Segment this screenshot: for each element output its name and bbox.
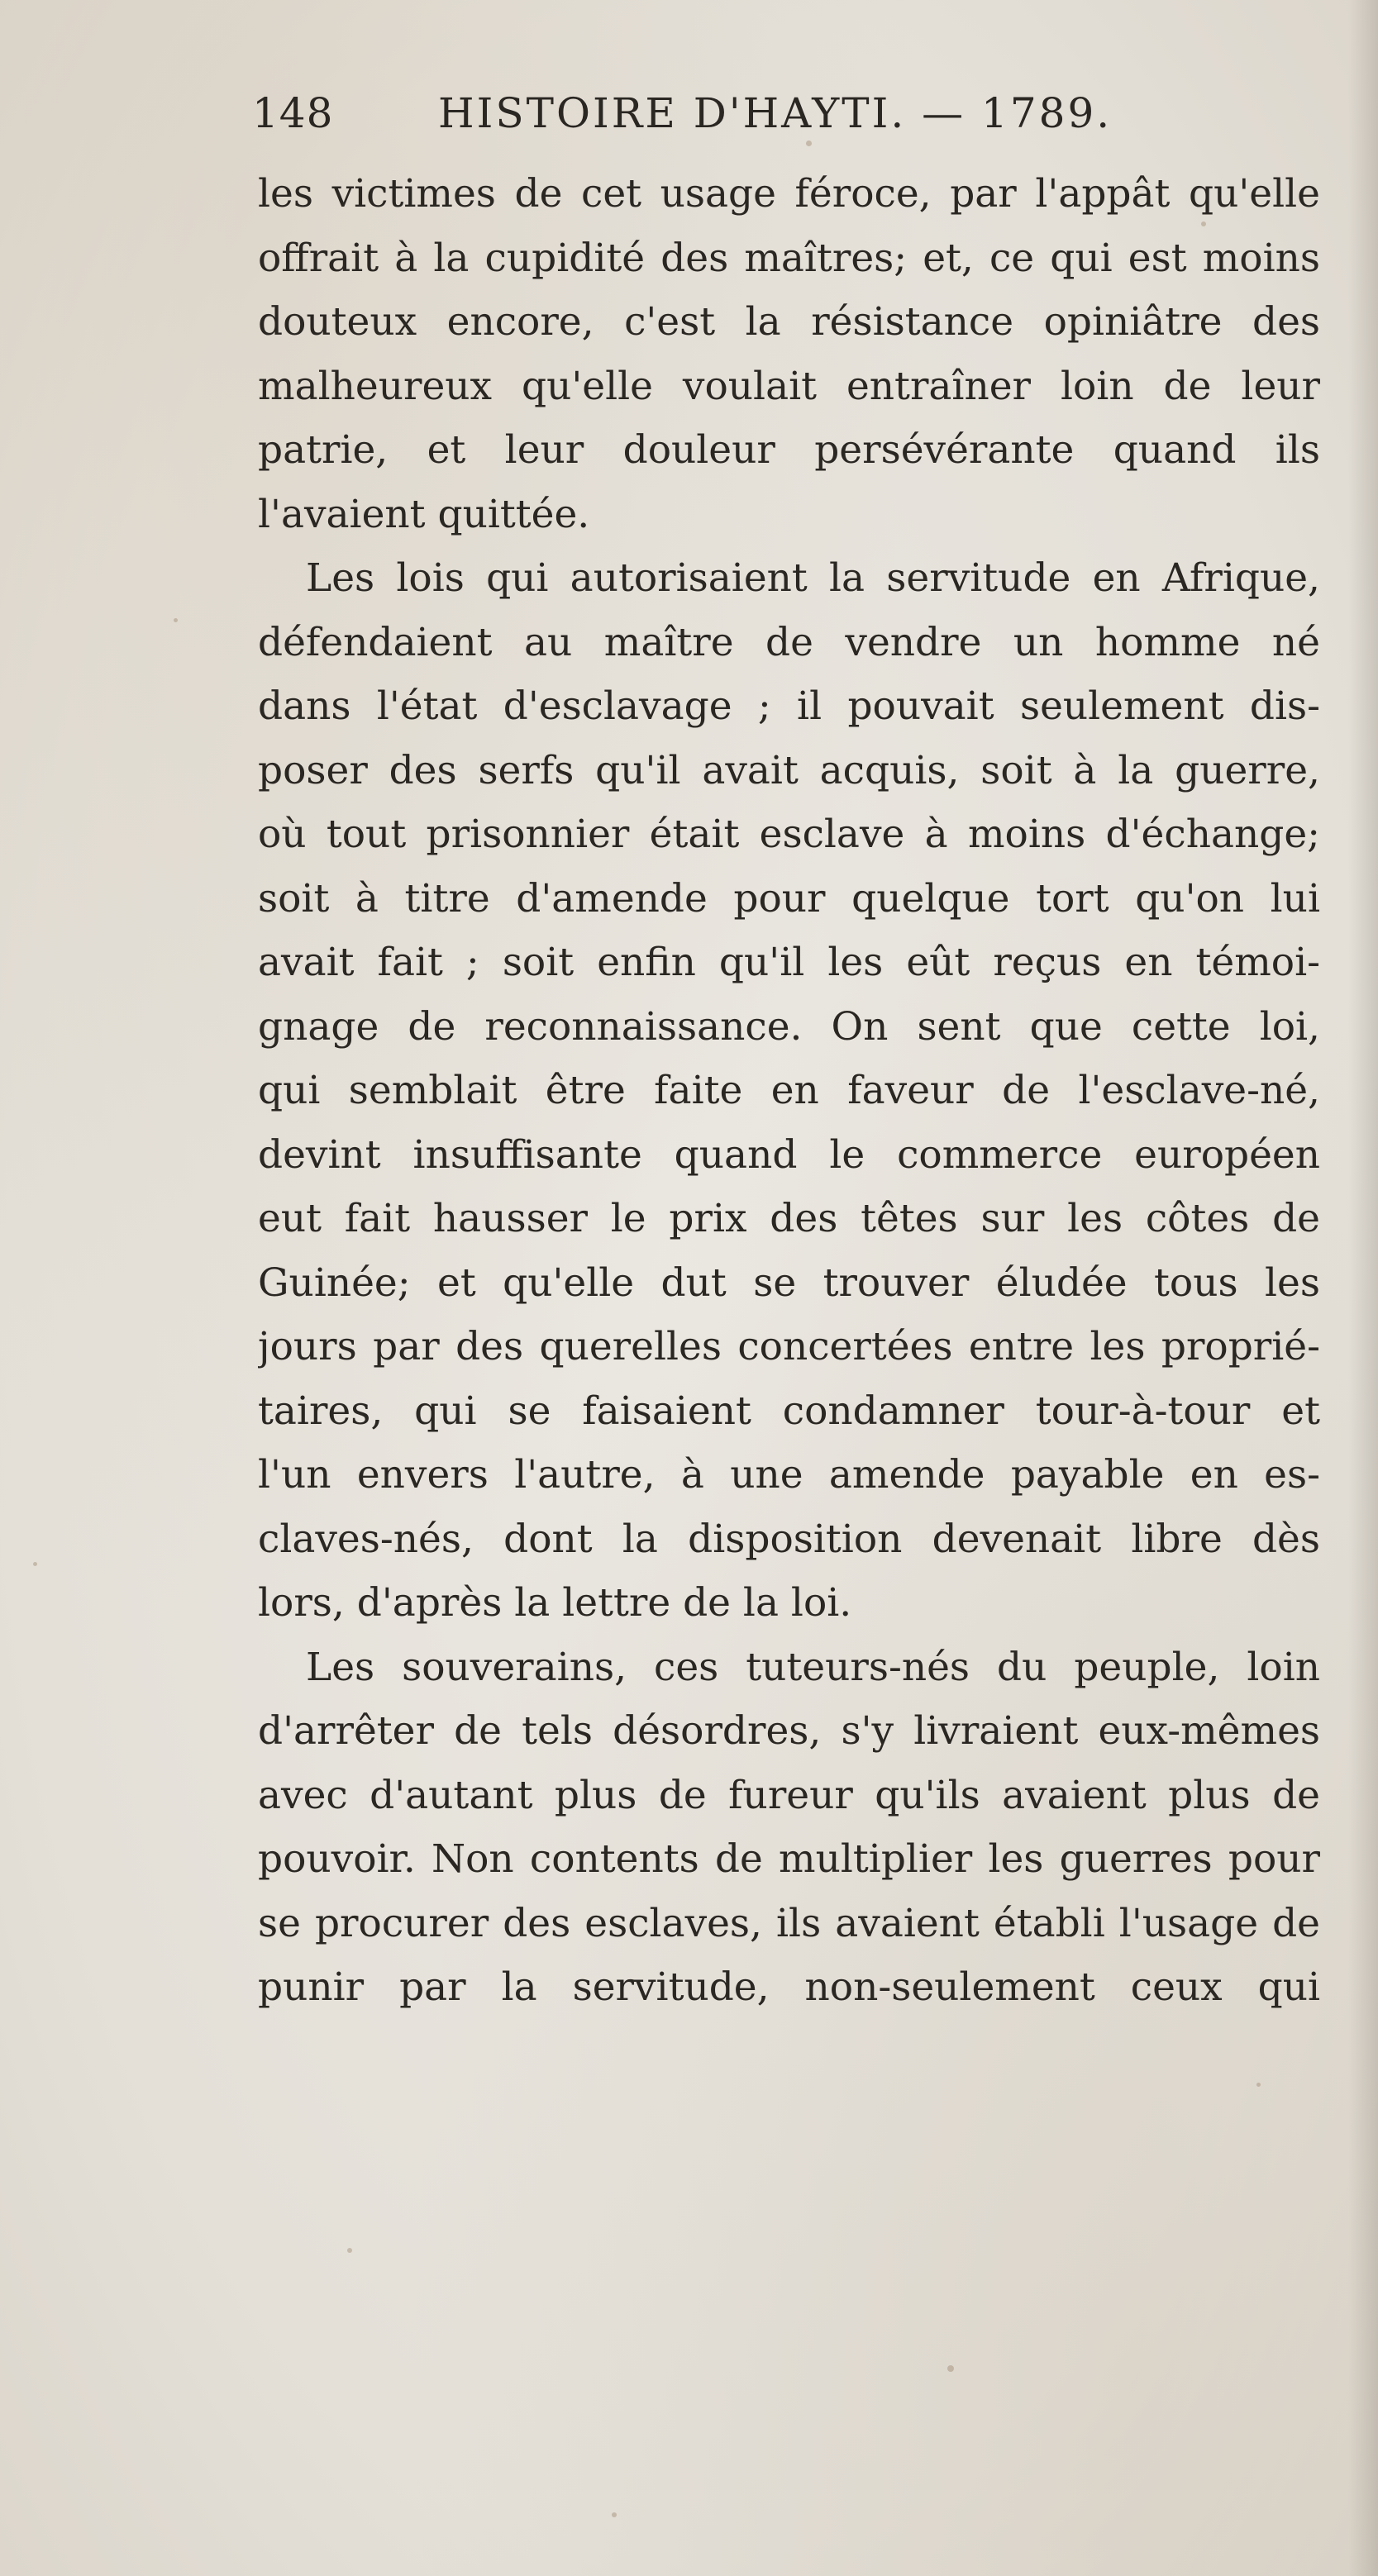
running-title: HISTOIRE D'HAYTI. — 1789.: [438, 89, 1113, 137]
paper-speck: [806, 140, 812, 146]
paper-speck: [612, 2512, 617, 2517]
paper-speck: [33, 1562, 37, 1566]
paper-speck: [174, 618, 178, 622]
text-line: eut fait hausser le prix des têtes sur les côtes de: [258, 1196, 1320, 1241]
text-line: taires, qui se faisaient condamner tour-à-tour et: [258, 1388, 1320, 1434]
text-line: d'arrêter de tels désordres, s'y livraient eux-mêmes: [258, 1708, 1320, 1754]
text-line: malheureux qu'elle voulait entraîner loin de leur: [258, 363, 1320, 409]
text-line: lors, d'après la lettre de la loi.: [258, 1580, 852, 1626]
text-line: soit à titre d'amende pour quelque tort qu'on lui: [258, 875, 1320, 921]
text-line: offrait à la cupidité des maîtres; et, ce qui est moins: [258, 235, 1320, 281]
text-line: jours par des querelles concertées entre les proprié-: [258, 1324, 1320, 1369]
text-line: punir par la servitude, non-seulement ceux qui: [258, 1964, 1320, 2010]
text-line: Guinée; et qu'elle dut se trouver éludée tous les: [258, 1259, 1320, 1306]
text-line: gnage de reconnaissance. On sent que cette loi,: [258, 1003, 1320, 1050]
text-line: défendaient au maître de vendre un homme né: [258, 619, 1320, 665]
page-edge-shadow: [1348, 0, 1378, 2576]
text-line: claves-nés, dont la disposition devenait libre dès: [258, 1516, 1320, 1562]
text-line: où tout prisonnier était esclave à moins d'échange;: [258, 812, 1320, 857]
text-line: les victimes de cet usage féroce, par l'appât qu'elle: [258, 171, 1320, 217]
text-line: avec d'autant plus de fureur qu'ils avaient plus de: [258, 1772, 1320, 1818]
text-line: Les souverains, ces tuteurs-nés du peuple, loin: [306, 1644, 1320, 1690]
paper-speck: [347, 2248, 352, 2253]
paper-speck: [1256, 2083, 1261, 2087]
text-line: dans l'état d'esclavage ; il pouvait seulement dis-: [258, 683, 1320, 729]
text-line: douteux encore, c'est la résistance opiniâtre des: [258, 299, 1320, 345]
text-line: devint insuffisante quand le commerce européen: [258, 1131, 1320, 1178]
text-line: qui semblait être faite en faveur de l'esclave-né,: [258, 1068, 1320, 1113]
text-line: Les lois qui autorisaient la servitude en Afrique,: [306, 555, 1320, 601]
text-line: pouvoir. Non contents de multiplier les guerres pour: [258, 1836, 1320, 1882]
page-header: [252, 83, 1318, 140]
body-text: [258, 162, 1320, 2020]
text-line: l'un envers l'autre, à une amende payable en es-: [258, 1452, 1320, 1498]
page-number: 148: [252, 89, 334, 137]
text-line: se procurer des esclaves, ils avaient établi l'usage de: [258, 1900, 1320, 1946]
text-line: poser des serfs qu'il avait acquis, soit à la guerre,: [258, 747, 1320, 793]
paper-speck: [947, 2365, 954, 2372]
text-line: avait fait ; soit enfin qu'il les eût reçus en témoi-: [258, 940, 1320, 985]
text-line: l'avaient quittée.: [258, 491, 590, 537]
text-line: patrie, et leur douleur persévérante quand ils: [258, 427, 1320, 473]
